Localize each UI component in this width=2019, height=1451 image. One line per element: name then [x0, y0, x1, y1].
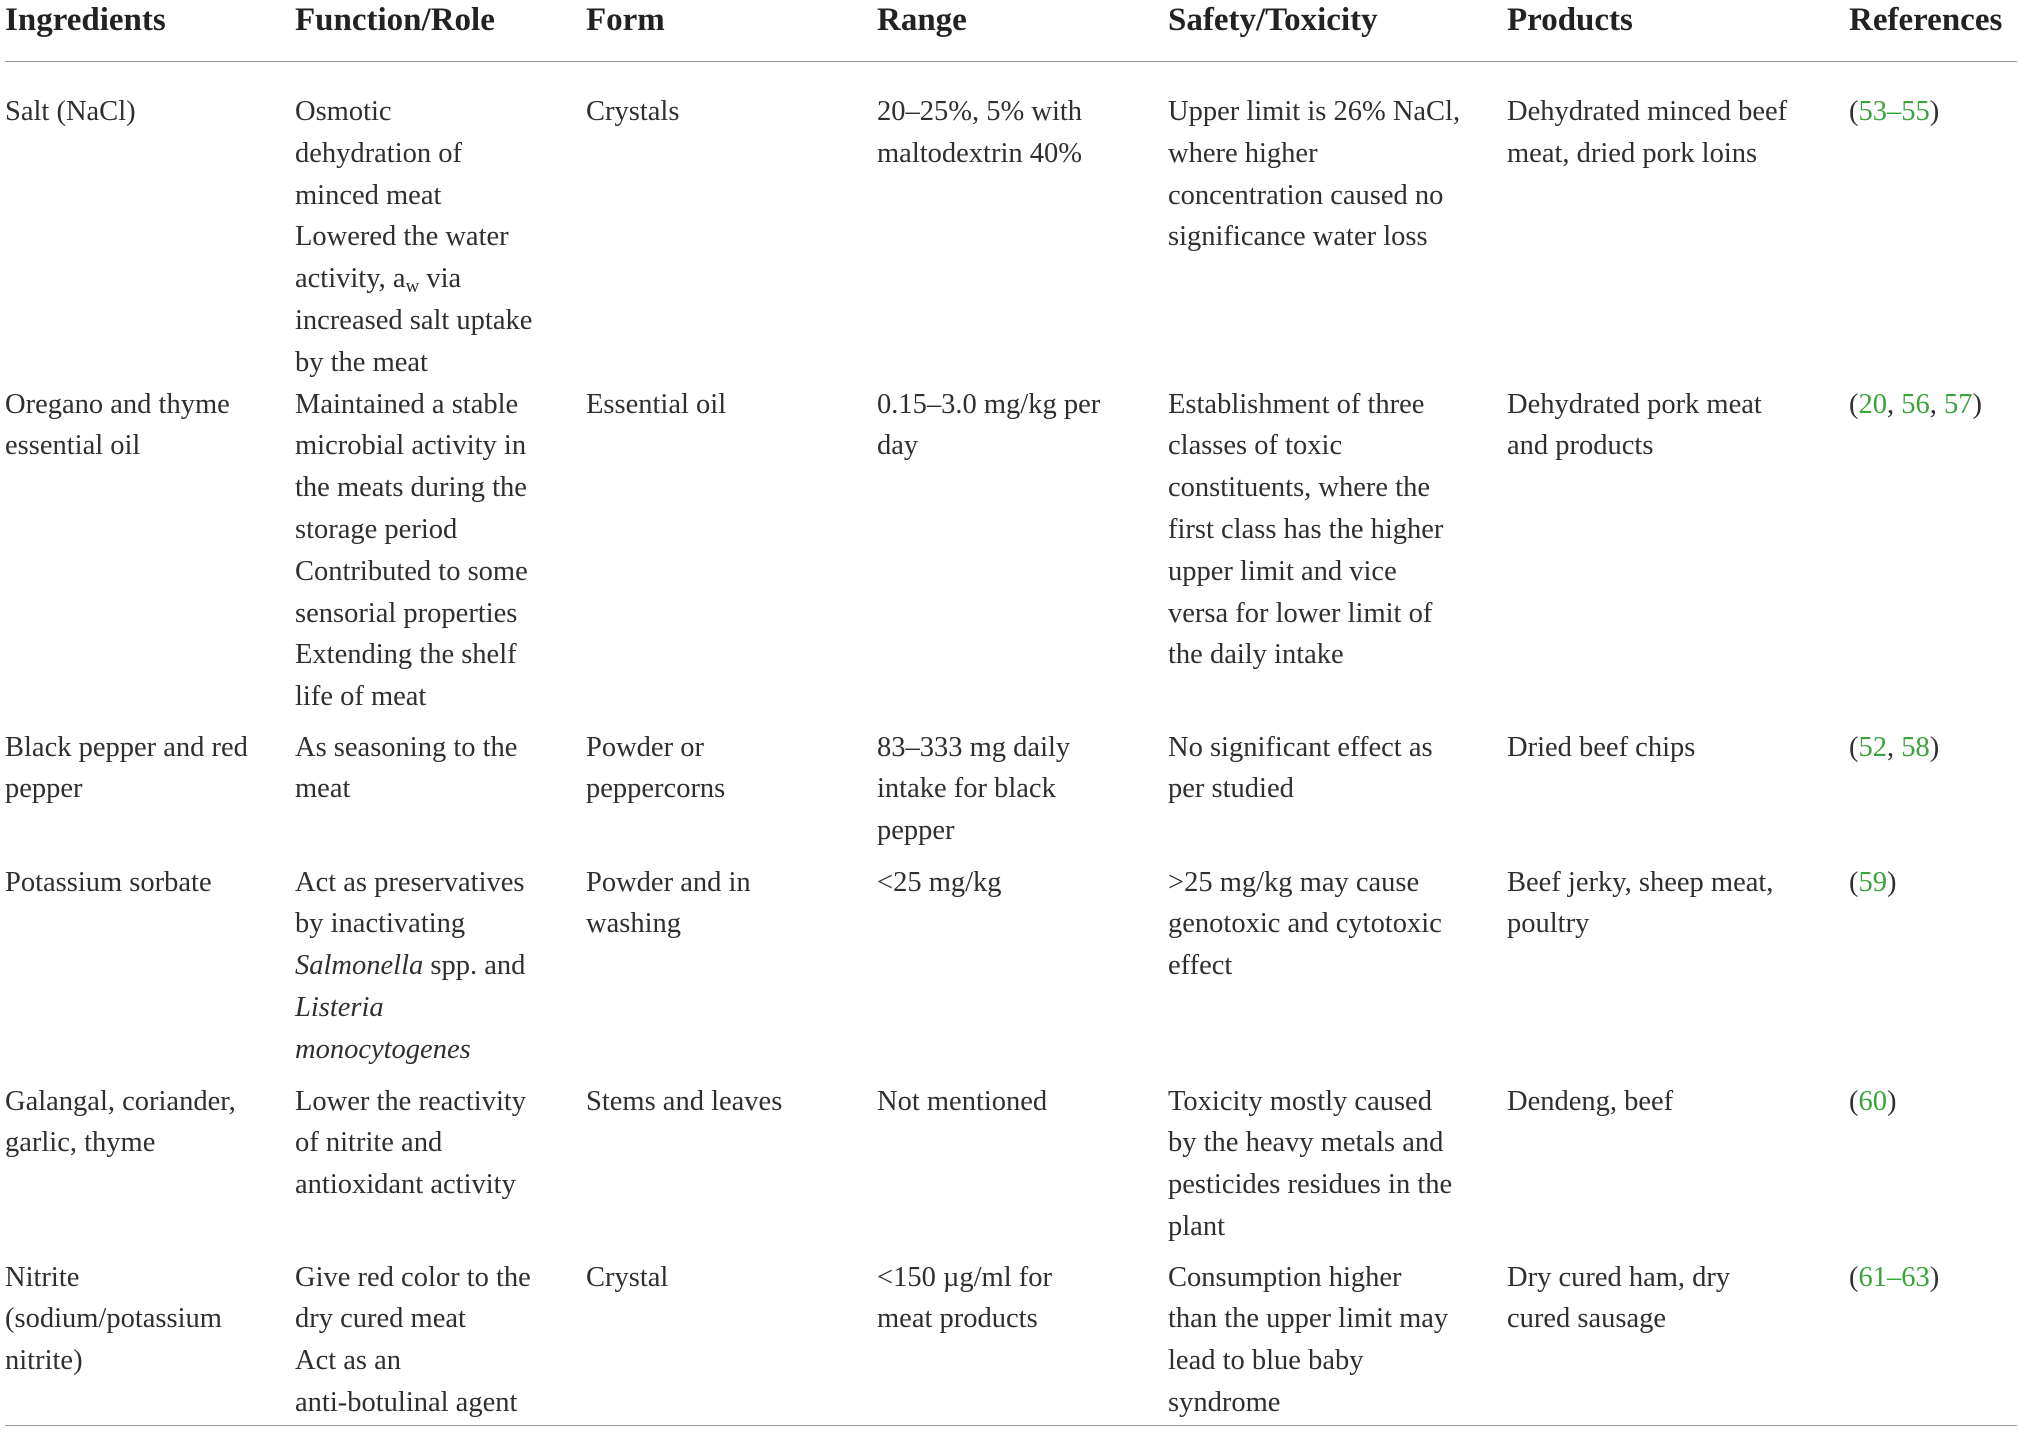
products-cell — [1507, 1081, 1849, 1257]
ref-paren: ( — [1849, 1085, 1859, 1117]
cell-line: storage period — [295, 513, 458, 545]
cell-line: Crystals — [586, 96, 680, 127]
cell-line: As seasoning to the — [295, 731, 518, 763]
cell-line: Upper limit is 26% NaCl, — [1168, 96, 1461, 127]
cell-line: where higher — [1168, 137, 1318, 169]
safety-cell — [1168, 862, 1507, 1081]
ref-paren: ( — [1849, 388, 1859, 420]
cell-line: Not mentioned — [877, 1085, 1048, 1117]
ref-paren: ) — [1887, 1085, 1897, 1117]
ref-separator: , — [1887, 388, 1902, 420]
cell-line: Lower the reactivity — [295, 1085, 527, 1117]
cell-line: dehydration of — [295, 137, 462, 169]
cell-line: cured sausage — [1507, 1303, 1667, 1335]
ingredient-cell — [5, 1081, 295, 1257]
cell-line: increased salt uptake — [295, 304, 533, 336]
subscript-w: w — [405, 276, 420, 298]
cell-line: constituents, where the — [1168, 472, 1430, 504]
ingredient-cell — [5, 862, 295, 1081]
cell-line: versa for lower limit of — [1168, 597, 1433, 629]
text-fragment: via — [419, 263, 462, 295]
cell-line: Maintained a stable — [295, 388, 519, 420]
header-products: Products — [1507, 0, 1849, 62]
cell-line: sensorial properties — [295, 597, 518, 629]
header-references: References — [1849, 0, 2017, 62]
table-row — [5, 1257, 2017, 1426]
form-cell — [586, 727, 877, 862]
function-cell — [295, 384, 586, 727]
cell-line: nitrite) — [5, 1345, 83, 1377]
cell-line: day — [877, 430, 919, 462]
reference-link[interactable]: 60 — [1858, 1085, 1887, 1117]
text-fragment: activity, a — [295, 263, 406, 295]
cell-line: Lowered the water — [295, 221, 509, 253]
cell-line: first class has the higher — [1168, 513, 1444, 545]
cell-line: Beef jerky, sheep meat, — [1507, 866, 1774, 898]
cell-line: Dry cured ham, dry — [1507, 1261, 1731, 1293]
table-row — [5, 62, 2017, 384]
cell-line: significance water loss — [1168, 221, 1428, 253]
cell-line: No significant effect as — [1168, 731, 1433, 763]
cell-line: plant — [1168, 1210, 1225, 1242]
cell-line: Stems and leaves — [586, 1085, 783, 1117]
function-cell — [295, 1081, 586, 1257]
products-cell — [1507, 862, 1849, 1081]
products-cell — [1507, 727, 1849, 862]
table-row — [5, 727, 2017, 862]
cell-line: meat products — [877, 1303, 1038, 1335]
range-cell — [877, 727, 1168, 862]
header-form: Form — [586, 0, 877, 62]
reference-link[interactable]: 53–55 — [1858, 96, 1930, 127]
cell-line: Powder or — [586, 731, 704, 763]
cell-line: Galangal, coriander, — [5, 1085, 236, 1117]
cell-line: per studied — [1168, 773, 1294, 805]
italic-term: Salmonella — [295, 950, 424, 982]
cell-line: microbial activity in — [295, 430, 527, 462]
safety-cell — [1168, 1081, 1507, 1257]
cell-line: by the heavy metals and — [1168, 1127, 1444, 1159]
function-cell — [295, 862, 586, 1081]
cell-line: Dried beef chips — [1507, 731, 1696, 763]
cell-line: antioxidant activity — [295, 1169, 516, 1201]
cell-line: <25 mg/kg — [877, 866, 1002, 898]
form-cell — [586, 862, 877, 1081]
cell-line: than the upper limit may — [1168, 1303, 1449, 1335]
cell-line: Act as preservatives — [295, 866, 525, 898]
cell-line: and products — [1507, 430, 1654, 462]
cell-line: 83–333 mg daily — [877, 731, 1071, 763]
form-cell — [586, 1257, 877, 1426]
ref-paren: ) — [1972, 388, 1982, 420]
cell-line: maltodextrin 40% — [877, 137, 1082, 169]
header-ingredients: Ingredients — [5, 0, 295, 62]
references-cell — [1849, 1257, 2017, 1426]
cell-line: effect — [1168, 950, 1233, 982]
cell-line: Dendeng, beef — [1507, 1085, 1674, 1117]
table-row — [5, 384, 2017, 727]
header-safety: Safety/Toxicity — [1168, 0, 1507, 62]
cell-line: (sodium/potassium — [5, 1303, 222, 1335]
cell-line: lead to blue baby — [1168, 1345, 1364, 1377]
cell-line: minced meat — [295, 179, 442, 211]
form-cell — [586, 1081, 877, 1257]
cell-line: the daily intake — [1168, 639, 1344, 671]
reference-link[interactable]: 61–63 — [1858, 1261, 1930, 1293]
cell-line: Essential oil — [586, 388, 727, 420]
ref-paren: ) — [1929, 1261, 1940, 1293]
cell-line: Nitrite — [5, 1261, 80, 1293]
cell-line — [295, 945, 574, 987]
range-cell — [877, 862, 1168, 1081]
ingredient-cell — [5, 384, 295, 727]
cell-line: genotoxic and cytotoxic — [1168, 908, 1442, 940]
function-cell — [295, 727, 586, 862]
safety-cell — [1168, 1257, 1507, 1426]
cell-line: syndrome — [1168, 1386, 1281, 1418]
function-cell — [295, 62, 586, 384]
products-cell — [1507, 1257, 1849, 1426]
reference-link[interactable]: 56 — [1901, 388, 1930, 420]
cell-line: by the meat — [295, 346, 428, 378]
cell-line: intake for black — [877, 773, 1056, 805]
cell-line: concentration caused no — [1168, 179, 1444, 211]
header-function: Function/Role — [295, 0, 586, 62]
ref-separator: , — [1929, 388, 1944, 420]
ref-paren: ( — [1849, 96, 1859, 127]
cell-line: essential oil — [5, 430, 141, 462]
ref-paren: ) — [1929, 96, 1940, 127]
products-cell — [1507, 62, 1849, 384]
references-cell — [1849, 384, 2017, 727]
cell-line: Contributed to some — [295, 555, 528, 587]
ref-separator: , — [1887, 731, 1902, 763]
ingredient-cell — [5, 727, 295, 862]
cell-line: meat, dried pork loins — [1507, 137, 1758, 169]
ref-paren: ) — [1929, 731, 1940, 763]
cell-line: Toxicity mostly caused — [1168, 1085, 1432, 1117]
cell-line: Extending the shelf — [295, 639, 517, 671]
cell-line: Salt (NaCl) — [5, 96, 136, 127]
ref-paren: ( — [1849, 1261, 1859, 1293]
form-cell — [586, 384, 877, 727]
safety-cell — [1168, 62, 1507, 384]
references-cell — [1849, 862, 2017, 1081]
cell-line: peppercorns — [586, 773, 726, 805]
references-cell — [1849, 62, 2017, 384]
cell-line: upper limit and vice — [1168, 555, 1397, 587]
cell-line: of nitrite and — [295, 1127, 443, 1159]
reference-link[interactable]: 20 — [1858, 388, 1887, 420]
ref-paren: ( — [1849, 731, 1859, 763]
cell-line: Oregano and thyme — [5, 388, 230, 420]
products-cell — [1507, 384, 1849, 727]
italic-term: monocytogenes — [295, 1033, 471, 1065]
ingredient-cell — [5, 62, 295, 384]
cell-line: classes of toxic — [1168, 430, 1343, 462]
cell-line: Crystal — [586, 1261, 669, 1293]
cell-line: Consumption higher — [1168, 1261, 1402, 1293]
header-range: Range — [877, 0, 1168, 62]
references-cell — [1849, 1081, 2017, 1257]
cell-line: Give red color to the — [295, 1261, 531, 1293]
cell-line: Dehydrated pork meat — [1507, 388, 1762, 420]
cell-line: Potassium sorbate — [5, 866, 212, 898]
range-cell — [877, 1257, 1168, 1426]
cell-line: 20–25%, 5% with — [877, 96, 1083, 127]
cell-line: washing — [586, 908, 681, 940]
cell-line: Powder and in — [586, 866, 751, 898]
cell-line: garlic, thyme — [5, 1127, 156, 1159]
table-body — [5, 62, 2017, 1426]
cell-line: 0.15–3.0 mg/kg per — [877, 388, 1101, 420]
cell-line: pepper — [877, 815, 955, 847]
reference-link[interactable]: 57 — [1944, 388, 1973, 420]
cell-line: the meats during the — [295, 472, 527, 504]
cell-line: by inactivating — [295, 908, 466, 940]
cell-line: >25 mg/kg may cause — [1168, 866, 1420, 898]
table-row — [5, 1081, 2017, 1257]
cell-line — [295, 258, 574, 300]
safety-cell — [1168, 727, 1507, 862]
references-cell — [1849, 727, 2017, 862]
cell-line: pesticides residues in the — [1168, 1169, 1453, 1201]
cell-line: poultry — [1507, 908, 1590, 940]
safety-cell — [1168, 384, 1507, 727]
range-cell — [877, 1081, 1168, 1257]
reference-link[interactable]: 58 — [1901, 731, 1930, 763]
cell-line: Establishment of three — [1168, 388, 1425, 420]
text-fragment: spp. and — [423, 950, 526, 982]
header-row — [5, 0, 2017, 62]
cell-line: Black pepper and red — [5, 731, 248, 763]
ref-paren: ( — [1849, 866, 1859, 898]
cell-line: meat — [295, 773, 351, 805]
cell-line: <150 µg/ml for — [877, 1261, 1052, 1293]
cell-line: life of meat — [295, 681, 427, 713]
cell-line: anti-botulinal agent — [295, 1386, 518, 1418]
table-header — [5, 0, 2017, 62]
form-cell — [586, 62, 877, 384]
ingredient-cell — [5, 1257, 295, 1426]
ref-paren: ) — [1887, 866, 1897, 898]
reference-link[interactable]: 59 — [1858, 866, 1887, 898]
cell-line: dry cured meat — [295, 1303, 466, 1335]
function-cell — [295, 1257, 586, 1426]
cell-line: Act as an — [295, 1345, 402, 1377]
cell-line: pepper — [5, 773, 83, 805]
cell-line: Dehydrated minced beef — [1507, 96, 1788, 127]
cell-line: Osmotic — [295, 96, 392, 127]
range-cell — [877, 384, 1168, 727]
range-cell — [877, 62, 1168, 384]
reference-link[interactable]: 52 — [1858, 731, 1887, 763]
italic-term: Listeria — [295, 991, 384, 1023]
ingredients-table — [5, 0, 2017, 1426]
table-row — [5, 862, 2017, 1081]
